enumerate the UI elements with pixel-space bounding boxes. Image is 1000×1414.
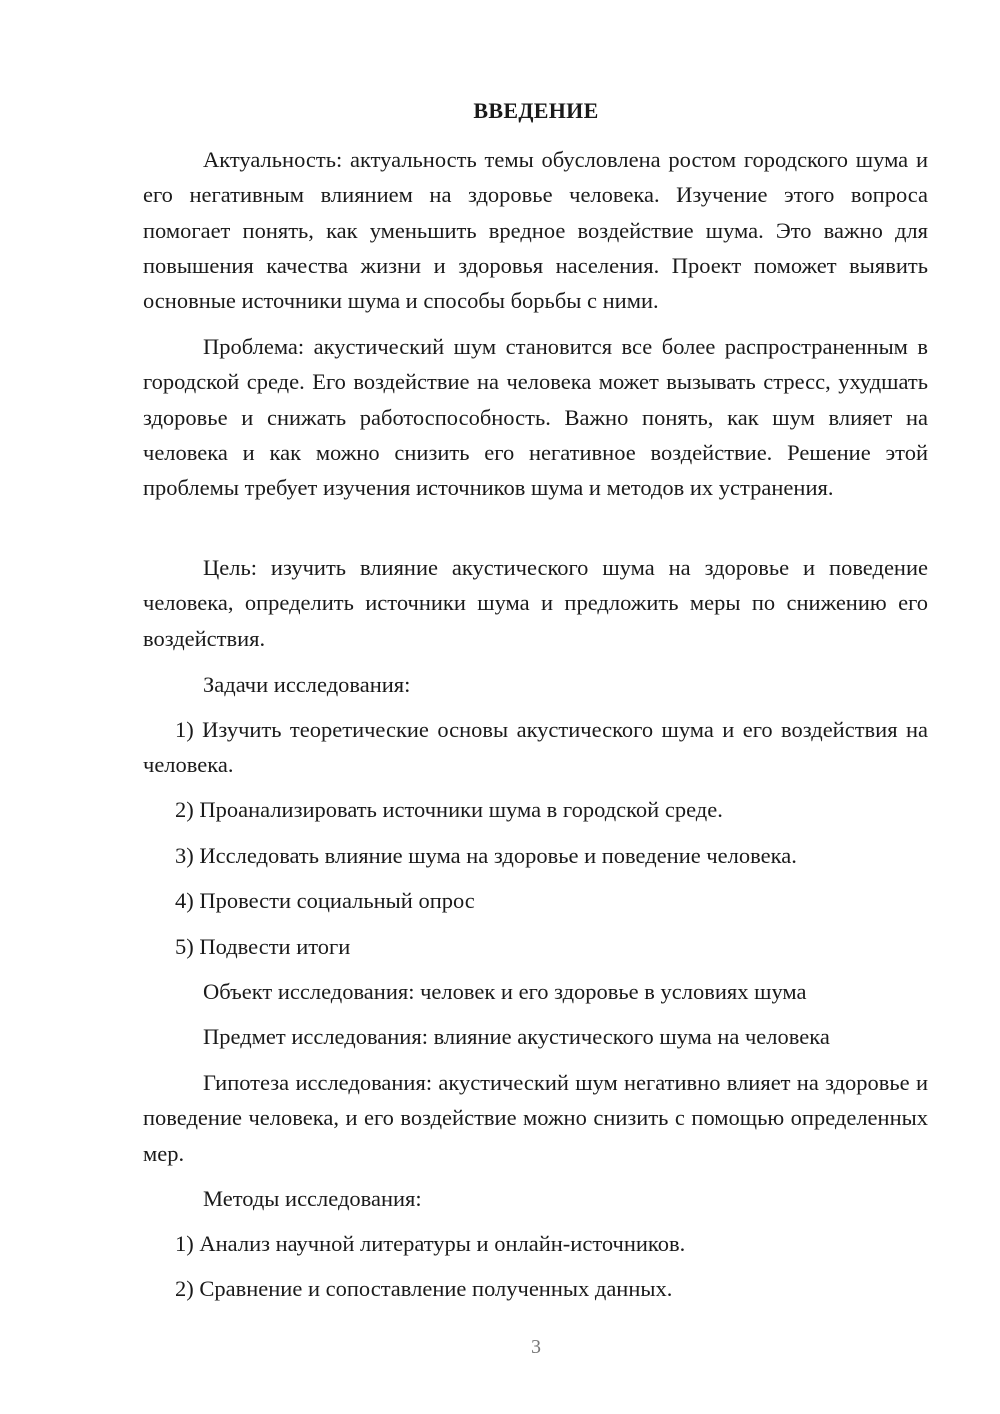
hypothesis-paragraph: Гипотеза исследования: акустический шум негативно влияет на здоровье и поведение человека, и его воздействие можно снизить с помощью определенных мер. xyxy=(143,1070,928,1166)
method-item: 2) Сравнение и сопоставление полученных данных. xyxy=(175,1276,673,1301)
research-subject: Предмет исследования: влияние акустического шума на человека xyxy=(203,1024,830,1049)
task-item: 5) Подвести итоги xyxy=(175,934,351,959)
page-number: 3 xyxy=(531,1336,541,1358)
page-title: ВВЕДЕНИЕ xyxy=(473,98,599,123)
relevance-paragraph: Актуальность: актуальность темы обусловлена ростом городского шума и его негативным влиянием на здоровье человека. Изучение этого вопроса помогает понять, как уменьшить вредное воздействие шума. Это важно для повышения качества жизни и здоровья населения. Проект поможет выявить основные источники шума и способы борьбы с ними. xyxy=(143,147,928,314)
methods-heading: Методы исследования: xyxy=(203,1186,422,1211)
goal-paragraph: Цель: изучить влияние акустического шума на здоровье и поведение человека, определить источники шума и предложить меры по снижению его воздействия. xyxy=(143,555,928,651)
task-item: 2) Проанализировать источники шума в городской среде. xyxy=(175,797,723,822)
tasks-heading: Задачи исследования: xyxy=(203,672,411,697)
task-item: 3) Исследовать влияние шума на здоровье и поведение человека. xyxy=(175,843,797,868)
method-item: 1) Анализ научной литературы и онлайн-источников. xyxy=(175,1231,686,1256)
task-item: 4) Провести социальный опрос xyxy=(175,888,475,913)
research-object: Объект исследования: человек и его здоровье в условиях шума xyxy=(203,979,807,1004)
task-item: 1) Изучить теоретические основы акустического шума и его воздействия на человека. xyxy=(143,717,928,778)
problem-paragraph: Проблема: акустический шум становится все более распространенным в городской среде. Его воздействие на человека может вызывать стресс, ухудшать здоровье и снижать работоспособность. Важно понять, как шум влияет на человека и как можно снизить его негативное воздействие. Решение этой проблемы требует изучения источников шума и методов их устранения. xyxy=(143,334,928,501)
